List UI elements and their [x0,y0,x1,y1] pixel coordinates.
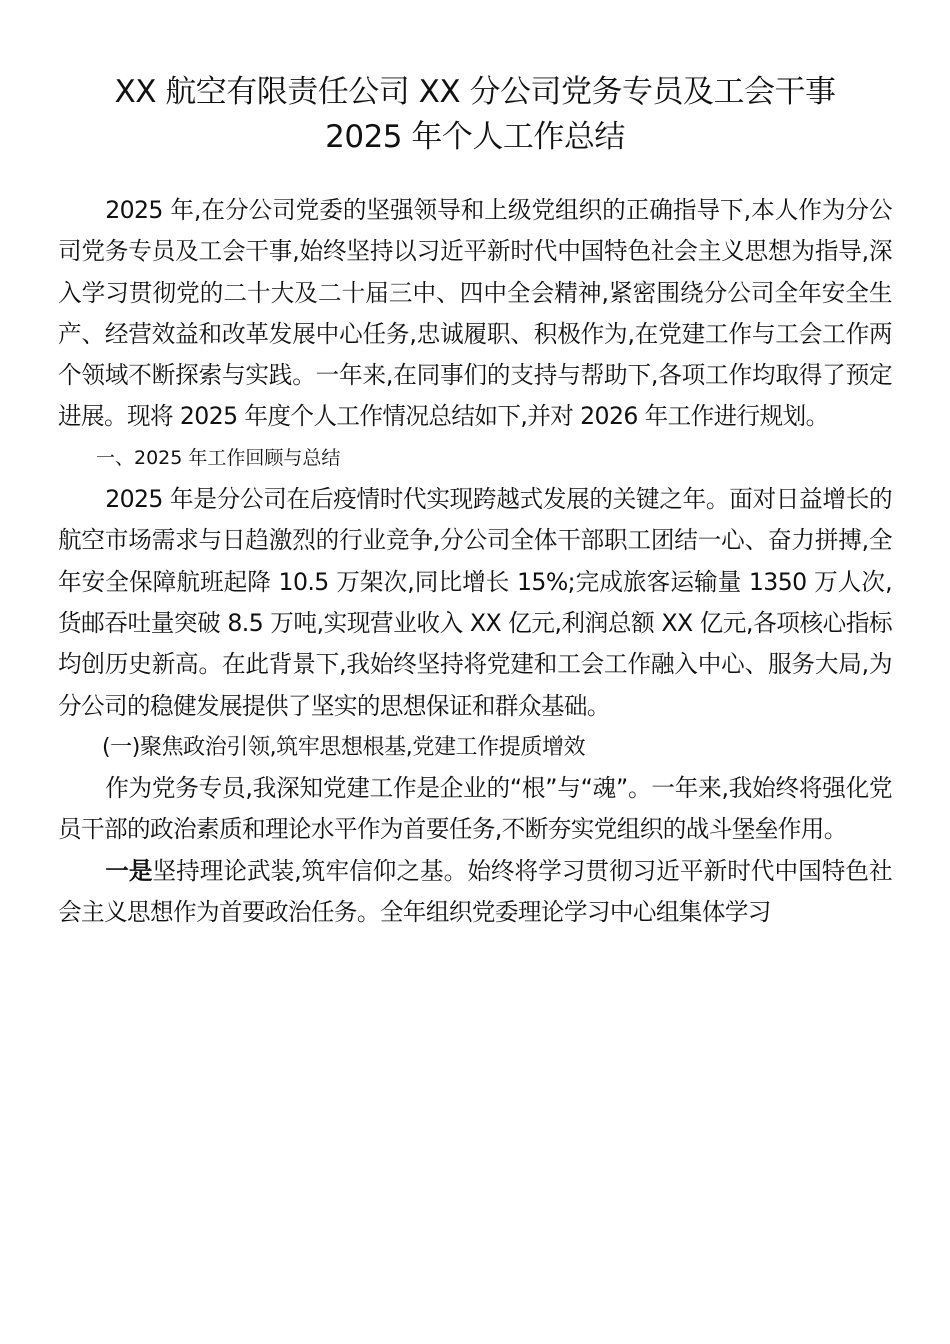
document-body [58,190,892,933]
document-title-line-1: XX 航空有限责任公司 XX 分公司党务专员及工会干事 [114,74,836,110]
subsection-heading-1: (一)聚焦政治引领,筑牢思想根基,党建工作提质增效 [102,734,586,760]
point-1-paragraph [58,851,892,934]
subsection-1-paragraph: 作为党务专员,我深知党建工作是企业的“根”与“魂”。一年来,我始终将强化党员干部的政治素质和理论水平作为首要任务,不断夯实党组织的战斗堡垒作用。 [58,774,892,844]
section-1-paragraph: 2025 年是分公司在后疫情时代实现跨越式发展的关键之年。面对日益增长的航空市场需求与日趋激烈的行业竞争,分公司全体干部职工团结一心、奋力拼搏,全年安全保障航班起降 10.5 万架次,同比增长 15%;完成旅客运输量 1350 万人次,货邮吞吐量突破 8.5 万吨,实现营业收入 XX 亿元,利润总额 XX 亿元,各项核心指标均创历史新高。在此背景下,我始终坚持将党建和工会工作融入中心、服务大局,为分公司的稳健发展提供了坚实的思想保证和群众基础。 [58,485,892,720]
section-heading-1: 一、2025 年工作回顾与总结 [96,446,341,469]
point-1-text: 坚持理论武装,筑牢信仰之基。始终将学习贯彻习近平新时代中国特色社会主义思想作为首要政治任务。全年组织党委理论学习中心组集体学习 [58,856,892,927]
intro-paragraph: 2025 年,在分公司党委的坚强领导和上级党组织的正确指导下,本人作为分公司党务专员及工会干事,始终坚持以习近平新时代中国特色社会主义思想为指导,深入学习贯彻党的二十大及二十届三中、四中全会精神,紧密围绕分公司全年安全生产、经营效益和改革发展中心任务,忠诚履职、积极作为,在党建工作与工会工作两个领域不断探索与实践。一年来,在同事们的支持与帮助下,各项工作均取得了预定进展。现将 2025 年度个人工作情况总结如下,并对 2026 年工作进行规划。 [58,196,892,431]
document-title-line-2: 2025 年个人工作总结 [325,119,625,155]
point-1-lead: 一是 [105,856,153,885]
